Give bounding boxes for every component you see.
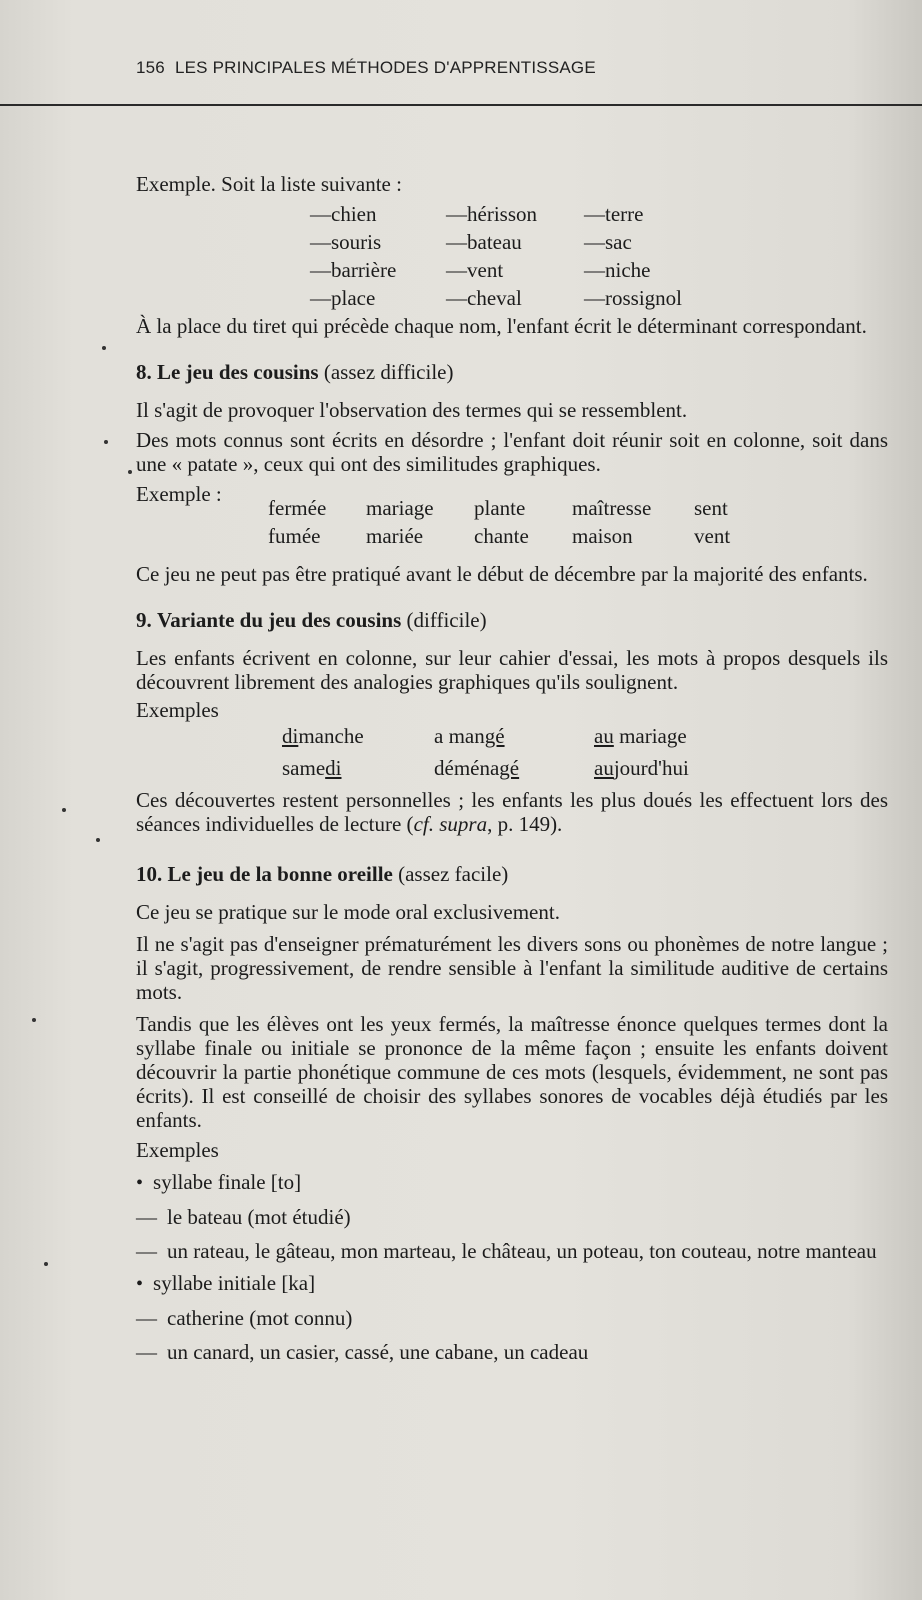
section-10-number: 10. (136, 862, 163, 886)
bullet-item: • syllabe initiale [ka] (136, 1271, 888, 1296)
table-cell: vent (694, 524, 731, 548)
page-body (136, 172, 888, 1364)
section-10-difficulty: (assez facile) (398, 862, 509, 886)
underlined-part: gé (484, 724, 505, 748)
table-cell: maison (572, 524, 633, 548)
text-run: , p. 149). (487, 812, 563, 836)
analogy-examples (282, 724, 888, 780)
word-rest: jourd'hui (613, 756, 689, 780)
word-item: —bateau (446, 230, 522, 254)
bullet-item: • syllabe finale [to] (136, 1170, 888, 1195)
text-run: Ces découvertes restent personnelles ; les enfants les plus doués les effectuent lors des séances individuelles de lecture ( (136, 788, 888, 836)
analogy-word (434, 756, 594, 780)
word-rest: déména (434, 756, 500, 780)
section-8-paragraph-2: Des mots connus sont écrits en désordre ; l'enfant doit réunir soit en colonne, soit dans une « patate », ceux qui ont des similitudes graphiques. (136, 428, 888, 476)
underlined-part: di (325, 756, 342, 780)
word-item: —barrière (310, 258, 397, 282)
table-cell: maîtresse (572, 496, 652, 520)
section-8-paragraph-1: Il s'agit de provoquer l'observation des termes qui se ressemblent. (136, 398, 688, 422)
analogy-word (594, 756, 754, 780)
section-9-number: 9. (136, 608, 152, 632)
citation-ref: cf. supra (413, 812, 488, 836)
table-cell: fermée (268, 496, 327, 520)
scan-speck (128, 470, 132, 474)
section-9-title: Variante du jeu des cousins (157, 608, 402, 632)
word-item: —sac (584, 230, 632, 254)
section-8-heading (136, 360, 888, 384)
running-header (136, 58, 596, 78)
table-cell: chante (474, 524, 529, 548)
dash-item: — un canard, un casier, cassé, une cabane, un cadeau (136, 1340, 888, 1364)
section-8-paragraph-3: Ce jeu ne peut pas être pratiqué avant le début de décembre par la majorité des enfants. (136, 562, 868, 586)
underlined-part: au (594, 756, 614, 780)
intro-instruction: À la place du tiret qui précède chaque nom, l'enfant écrit le déterminant correspondant. (136, 314, 867, 338)
section-9-example-label: Exemples (136, 698, 219, 722)
section-10-example-label: Exemples (136, 1138, 219, 1162)
dash-item: — un rateau, le gâteau, mon marteau, le château, un poteau, ton couteau, notre manteau (136, 1239, 888, 1263)
word-item: —terre (584, 202, 644, 226)
section-8-title: Le jeu des cousins (157, 360, 319, 384)
section-10-paragraph-2: Il ne s'agit pas d'enseigner prématurément les divers sons ou phonèmes de notre langue ; il s'agit, progressivement, de rendre sensible à l'enfant la similitude auditive de certains mots. (136, 932, 888, 1004)
section-10-title: Le jeu de la bonne oreille (167, 862, 393, 886)
word-item: —niche (584, 258, 651, 282)
word-rest: same (282, 756, 326, 780)
section-8-example-label: Exemple : (136, 482, 222, 506)
section-10-paragraph-1: Ce jeu se pratique sur le mode oral exclusivement. (136, 900, 560, 924)
section-10-paragraph-3: Tandis que les élèves ont les yeux fermés, la maîtresse énonce quelques termes dont la syllabe finale ou initiale se prononce de la même façon ; ensuite les enfants doivent découvrir la partie phonétique commune de ces mots (lesquels, évidemment, ne sont pas écrits). Il est conseillé de choisir des syllabes sonores de vocables déjà étudiés par les enfants. (136, 1012, 888, 1132)
word-item: —souris (310, 230, 382, 254)
table-cell: sent (694, 496, 728, 520)
scan-speck (62, 808, 66, 812)
table-cell: plante (474, 496, 526, 520)
word-item: —cheval (446, 286, 522, 310)
word-item: —hérisson (446, 202, 537, 226)
word-rest: a man (434, 724, 485, 748)
word-item: —rossignol (584, 286, 683, 310)
intro-lead: Exemple. Soit la liste suivante : (136, 172, 402, 196)
similar-words-table (268, 496, 888, 548)
section-8-difficulty: (assez difficile) (323, 360, 454, 384)
scan-speck (44, 1262, 48, 1266)
analogy-word (594, 724, 754, 748)
dash-item: — le bateau (mot étudié) (136, 1205, 888, 1229)
running-title: LES PRINCIPALES MÉTHODES D'APPRENTISSAGE (174, 58, 596, 77)
analogy-word (434, 724, 594, 748)
section-9-paragraph-1: Les enfants écrivent en colonne, sur leur cahier d'essai, les mots à propos desquels ils découvrent librement des analogies graphiques qu'ils soulignent. (136, 646, 888, 694)
analogy-word (282, 724, 434, 748)
section-10-heading (136, 862, 888, 886)
underlined-part: gé (499, 756, 520, 780)
word-rest: mariage (613, 724, 687, 748)
table-cell: mariée (366, 524, 424, 548)
underlined-part: di (282, 724, 299, 748)
analogy-word (282, 756, 434, 780)
word-item: —place (310, 286, 376, 310)
dash-item: — catherine (mot connu) (136, 1306, 888, 1330)
page-number: 156 (136, 58, 165, 77)
word-list (310, 202, 888, 310)
word-item: —chien (310, 202, 377, 226)
table-cell: fumée (268, 524, 321, 548)
section-9-paragraph-2 (136, 788, 888, 836)
scan-speck (102, 346, 106, 350)
scan-speck (96, 838, 100, 842)
section-8-number: 8. (136, 360, 152, 384)
word-rest: manche (298, 724, 364, 748)
section-9-difficulty: (difficile) (406, 608, 487, 632)
header-rule (0, 104, 922, 106)
section-9-heading (136, 608, 888, 632)
scan-speck (32, 1018, 36, 1022)
table-cell: mariage (366, 496, 434, 520)
scan-speck (104, 440, 108, 444)
underlined-part: au (594, 724, 614, 748)
word-item: —vent (446, 258, 504, 282)
